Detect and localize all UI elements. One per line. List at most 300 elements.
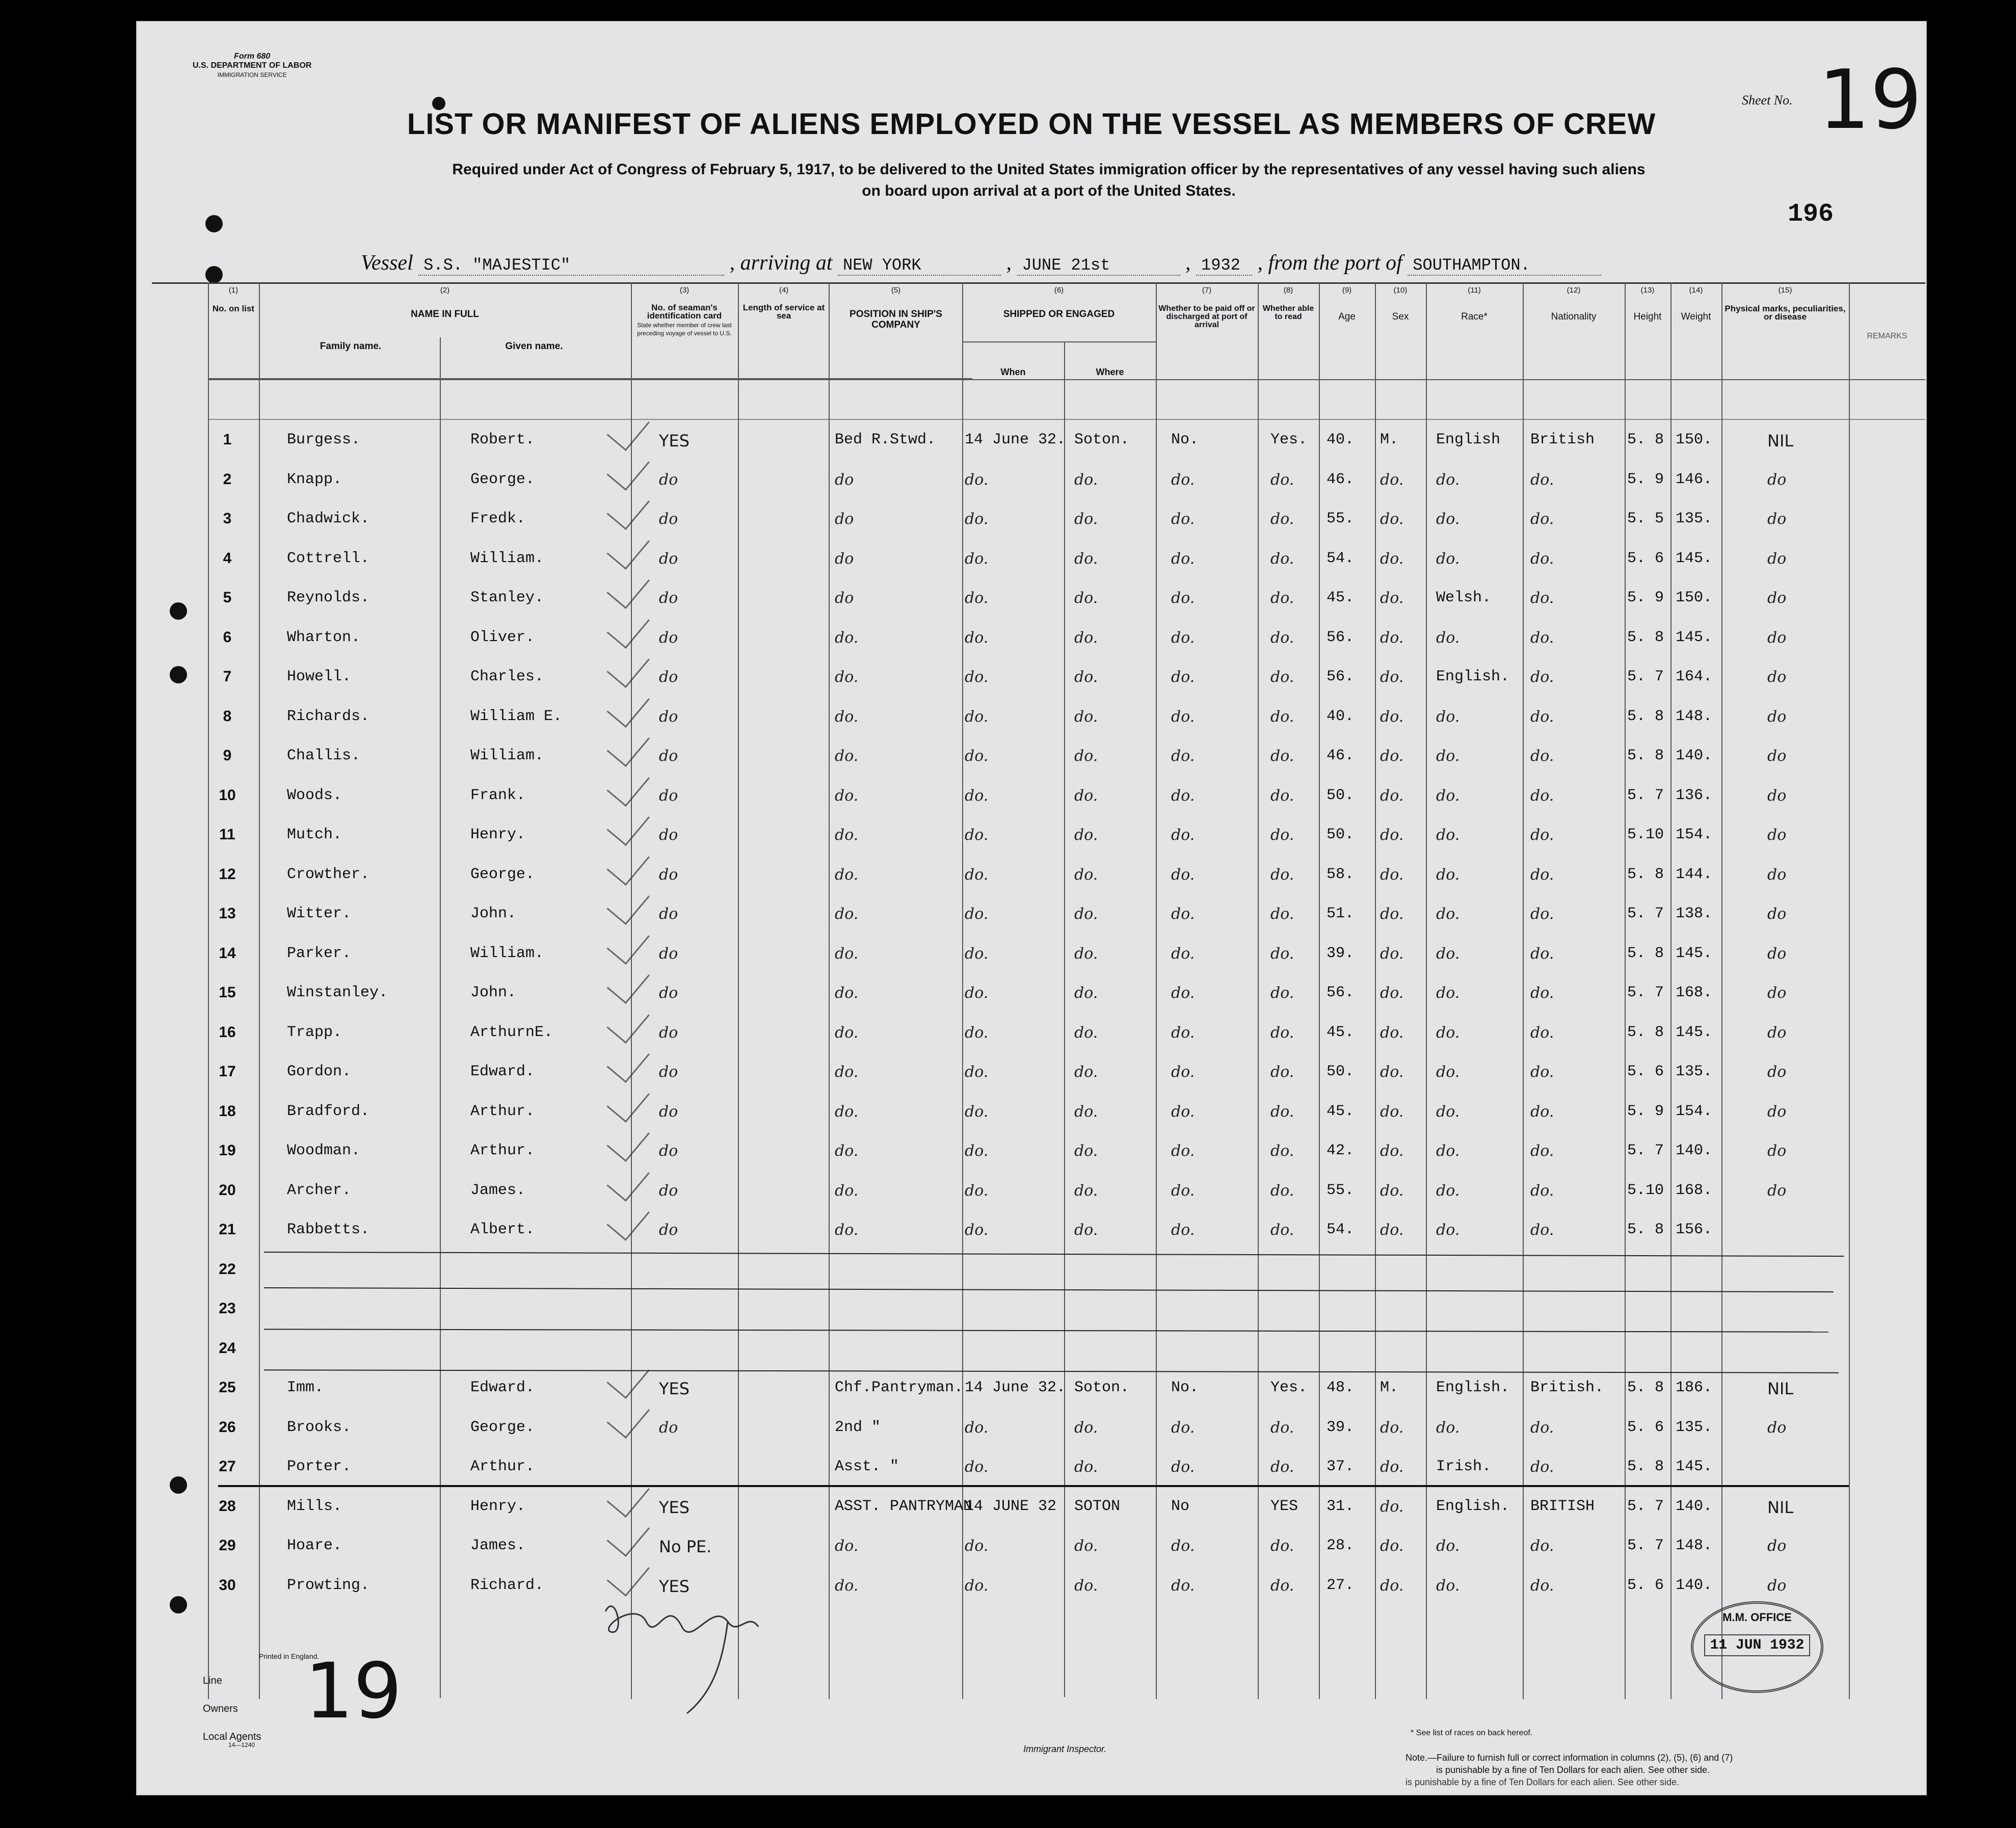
- cell-given: Robert.: [470, 431, 535, 448]
- cell-card: do: [659, 1063, 678, 1081]
- table-row: [137, 1175, 1926, 1214]
- cell-card: YES: [659, 1379, 690, 1398]
- sheet-label: Sheet No.: [1742, 93, 1793, 108]
- cell-card: do: [659, 1142, 678, 1160]
- table-row: [137, 1214, 1926, 1253]
- cell-weight: 148.: [1676, 1537, 1713, 1554]
- cell-weight: 145.: [1676, 1458, 1713, 1475]
- col-label: Whether to be paid off or discharged at port of arrival: [1158, 304, 1255, 329]
- cell-weight: 146.: [1676, 470, 1713, 488]
- cell-card: do: [659, 1221, 678, 1239]
- cell-position: do.: [835, 944, 859, 963]
- cell-age: 31.: [1327, 1497, 1355, 1515]
- cell-nat: do.: [1530, 470, 1554, 489]
- cell-sex: do.: [1380, 1537, 1404, 1555]
- cell-read: do.: [1270, 707, 1294, 726]
- cell-height: 5.10: [1627, 1181, 1664, 1199]
- cell-where: do.: [1074, 628, 1098, 647]
- cell-paid: do.: [1171, 1023, 1195, 1042]
- cell-nat: do.: [1530, 707, 1554, 726]
- cell-sex: do.: [1380, 707, 1404, 726]
- cell-card: YES: [659, 1576, 690, 1596]
- cell-position: do.: [835, 786, 859, 805]
- given-name-header: Given name.: [505, 341, 563, 352]
- cell-given: Henry.: [470, 826, 526, 843]
- table-row: [137, 1096, 1926, 1135]
- cell-race: do.: [1436, 1537, 1460, 1555]
- when-header: When: [1000, 367, 1026, 377]
- col-number: (14): [1689, 286, 1703, 295]
- cell-paid: do.: [1171, 865, 1195, 884]
- cell-paid: do.: [1171, 707, 1195, 726]
- cell-marks: NIL: [1767, 1379, 1794, 1398]
- cell-marks: do: [1767, 865, 1787, 884]
- vessel-name: S.S. "MAJESTIC": [418, 256, 724, 276]
- cell-no: 28: [219, 1497, 236, 1515]
- cell-race: English.: [1436, 1497, 1510, 1515]
- cell-paid: do.: [1171, 1063, 1195, 1081]
- cell-family: Winstanley.: [287, 984, 388, 1001]
- cell-sex: do.: [1380, 1023, 1404, 1042]
- printed-in: Printed in England.: [259, 1652, 320, 1660]
- cell-age: 42.: [1327, 1142, 1355, 1159]
- cell-paid: do.: [1171, 1142, 1195, 1160]
- cell-where: SOTON: [1074, 1497, 1121, 1515]
- cell-read: do.: [1270, 1102, 1294, 1121]
- cell-card: do: [659, 510, 678, 528]
- cell-race: Welsh.: [1436, 589, 1492, 606]
- arrival-year: 1932: [1196, 256, 1252, 276]
- cell-read: do.: [1270, 510, 1294, 528]
- table-row: [137, 424, 1926, 463]
- cell-where: do.: [1074, 944, 1098, 963]
- cell-weight: 145.: [1676, 549, 1713, 567]
- cell-nat: do.: [1530, 1537, 1554, 1555]
- table-row: [137, 1570, 1926, 1609]
- cell-race: do.: [1436, 944, 1460, 963]
- cell-weight: 135.: [1676, 510, 1713, 527]
- cell-family: Wharton.: [287, 628, 361, 646]
- cell-paid: do.: [1171, 1181, 1195, 1200]
- cell-paid: do.: [1171, 589, 1195, 607]
- table-row: [137, 938, 1926, 977]
- subtitle-line-1: Required under Act of Congress of February 5, 1917, to be delivered to the United States immigration officer by the representatives of any vessel having such aliens: [452, 161, 1646, 178]
- col-number: (11): [1468, 286, 1481, 295]
- cell-race: English: [1436, 431, 1501, 448]
- cell-given: Richard.: [470, 1576, 544, 1594]
- col-number: (15): [1778, 286, 1792, 295]
- cell-race: do.: [1436, 470, 1460, 489]
- cell-position: do.: [835, 628, 859, 647]
- cell-sex: do.: [1380, 1102, 1404, 1121]
- cell-race: do.: [1436, 905, 1460, 923]
- cell-where: do.: [1074, 1023, 1098, 1042]
- cell-marks: do: [1767, 944, 1787, 963]
- from-label: , from the port of: [1257, 251, 1402, 275]
- cell-position: do: [835, 510, 854, 528]
- cell-no: 16: [219, 1023, 236, 1041]
- cell-where: do.: [1074, 786, 1098, 805]
- cell-where: do.: [1074, 1063, 1098, 1081]
- cell-where: do.: [1074, 905, 1098, 923]
- cell-height: 5. 8: [1627, 628, 1664, 646]
- office-stamp: [1691, 1601, 1823, 1693]
- penalty-note-line-3: is punishable by a fine of Ten Dollars for each alien. See other side.: [1405, 1777, 1679, 1787]
- cell-family: Knapp.: [287, 470, 342, 488]
- cell-given: William.: [470, 944, 544, 962]
- cell-weight: 136.: [1676, 786, 1713, 804]
- cell-no: 13: [219, 905, 236, 922]
- cell-family: Mutch.: [287, 826, 342, 843]
- cell-age: 50.: [1327, 786, 1355, 804]
- cell-sex: do.: [1380, 1221, 1404, 1239]
- cell-paid: do.: [1171, 1537, 1195, 1555]
- cell-sex: do.: [1380, 510, 1404, 528]
- cell-when: do.: [965, 1142, 989, 1160]
- cell-card: do: [659, 786, 678, 805]
- cell-when: do.: [965, 1221, 989, 1239]
- cell-read: do.: [1270, 944, 1294, 963]
- cell-family: Reynolds.: [287, 589, 370, 606]
- cell-sex: do.: [1380, 1576, 1404, 1595]
- cell-family: Brooks.: [287, 1418, 352, 1436]
- cell-no: 3: [223, 510, 232, 527]
- cell-family: Crowther.: [287, 865, 370, 883]
- cell-nat: do.: [1530, 1221, 1554, 1239]
- arrival-date: JUNE 21st: [1017, 256, 1180, 276]
- cell-given: Edward.: [470, 1063, 535, 1080]
- cell-when: do.: [965, 1102, 989, 1121]
- cell-marks: NIL: [1767, 1497, 1794, 1517]
- cell-position: do.: [835, 865, 859, 884]
- table-row: [137, 582, 1926, 621]
- col-label: Height: [1633, 311, 1662, 322]
- cell-family: Porter.: [287, 1458, 352, 1475]
- table-row: [137, 622, 1926, 661]
- footer-line-label: Line: [203, 1675, 222, 1686]
- cell-family: Parker.: [287, 944, 352, 962]
- cell-position: do.: [835, 747, 859, 765]
- cell-when: do.: [965, 1181, 989, 1200]
- cell-height: 5. 6: [1627, 1063, 1664, 1080]
- cell-weight: 135.: [1676, 1063, 1713, 1080]
- cell-sex: do.: [1380, 470, 1404, 489]
- table-row: [137, 1135, 1926, 1174]
- cell-position: do.: [835, 984, 859, 1002]
- cell-height: 5. 9: [1627, 589, 1664, 606]
- cell-paid: No: [1171, 1497, 1190, 1515]
- table-row: [137, 1530, 1926, 1569]
- cell-when: do.: [965, 944, 989, 963]
- cell-age: 45.: [1327, 1102, 1355, 1120]
- cell-paid: No.: [1171, 431, 1199, 448]
- strike-line: [218, 1485, 1849, 1487]
- cell-read: do.: [1270, 470, 1294, 489]
- cell-read: do.: [1270, 1181, 1294, 1200]
- cell-when: do.: [965, 786, 989, 805]
- cell-race: do.: [1436, 1102, 1460, 1121]
- cell-position: do.: [835, 1221, 859, 1239]
- table-row: [137, 1254, 1926, 1293]
- cell-when: do.: [965, 628, 989, 647]
- cell-paid: do.: [1171, 1576, 1195, 1595]
- table-row: [137, 503, 1926, 542]
- col-label: Race*: [1461, 311, 1488, 322]
- col-number: (2): [440, 286, 450, 295]
- cell-card: do: [659, 826, 678, 844]
- cell-nat: do.: [1530, 786, 1554, 805]
- cell-weight: 150.: [1676, 431, 1713, 448]
- cell-no: 29: [219, 1537, 236, 1554]
- cell-age: 51.: [1327, 905, 1355, 922]
- cell-age: 56.: [1327, 984, 1355, 1001]
- cell-family: Rabbetts.: [287, 1221, 370, 1238]
- cell-family: Mills.: [287, 1497, 342, 1515]
- race-note: * See list of races on back hereof.: [1411, 1729, 1533, 1737]
- cell-where: do.: [1074, 826, 1098, 844]
- cell-card: do: [659, 470, 678, 489]
- cell-nat: do.: [1530, 1063, 1554, 1081]
- cell-where: do.: [1074, 668, 1098, 686]
- cell-position: 2nd ": [835, 1418, 881, 1436]
- check-mark-icon: [606, 407, 649, 451]
- cell-weight: 154.: [1676, 1102, 1713, 1120]
- cell-when: do.: [965, 470, 989, 489]
- cell-race: do.: [1436, 865, 1460, 884]
- cell-no: 18: [219, 1102, 236, 1120]
- cell-paid: do.: [1171, 668, 1195, 686]
- cell-no: 22: [219, 1260, 236, 1278]
- arriving-label: , arriving at: [729, 251, 833, 275]
- cell-read: do.: [1270, 1576, 1294, 1595]
- cell-when: do.: [965, 865, 989, 884]
- cell-when: do.: [965, 905, 989, 923]
- cell-race: English.: [1436, 1379, 1510, 1396]
- cell-no: 9: [223, 747, 232, 764]
- form-number: Form 680: [234, 52, 271, 61]
- cell-height: 5. 8: [1627, 707, 1664, 725]
- cell-height: 5. 8: [1627, 1023, 1664, 1041]
- cell-marks: do: [1767, 905, 1787, 923]
- sheet-number: 19: [1818, 52, 1922, 147]
- cell-sex: do.: [1380, 865, 1404, 884]
- cell-age: 50.: [1327, 1063, 1355, 1080]
- cell-nat: do.: [1530, 944, 1554, 963]
- cell-weight: 140.: [1676, 747, 1713, 764]
- cell-height: 5. 7: [1627, 905, 1664, 922]
- cell-where: do.: [1074, 1181, 1098, 1200]
- cell-race: do.: [1436, 707, 1460, 726]
- cell-family: Witter.: [287, 905, 352, 922]
- cell-where: do.: [1074, 1576, 1098, 1595]
- cell-position: do.: [835, 1023, 859, 1042]
- cell-height: 5. 9: [1627, 470, 1664, 488]
- cell-race: Irish.: [1436, 1458, 1492, 1475]
- cell-card: do: [659, 1023, 678, 1042]
- cell-no: 27: [219, 1458, 236, 1475]
- cell-height: 5. 6: [1627, 1418, 1664, 1436]
- cell-when: 14 JUNE 32: [965, 1497, 1057, 1515]
- cell-where: do.: [1074, 510, 1098, 528]
- cell-position: do: [835, 549, 854, 568]
- cell-no: 19: [219, 1142, 236, 1159]
- cell-age: 37.: [1327, 1458, 1355, 1475]
- cell-nat: do.: [1530, 1023, 1554, 1042]
- cell-where: Soton.: [1074, 431, 1130, 448]
- cell-age: 40.: [1327, 707, 1355, 725]
- cell-read: do.: [1270, 747, 1294, 765]
- cell-position: do.: [835, 1537, 859, 1555]
- cell-when: do.: [965, 1458, 989, 1476]
- cell-height: 5. 8: [1627, 747, 1664, 764]
- cell-position: ASST. PANTRYMAN: [835, 1497, 973, 1515]
- cell-given: William E.: [470, 707, 563, 725]
- cell-family: Imm.: [287, 1379, 324, 1396]
- cell-given: Charles.: [470, 668, 544, 685]
- cell-paid: do.: [1171, 470, 1195, 489]
- cell-marks: do: [1767, 510, 1787, 528]
- cell-nat: BRITISH: [1530, 1497, 1595, 1515]
- table-row: [137, 740, 1926, 779]
- cell-position: do.: [835, 707, 859, 726]
- cell-height: 5. 8: [1627, 944, 1664, 962]
- cell-no: 17: [219, 1063, 236, 1080]
- cell-card: YES: [659, 1497, 690, 1517]
- manifest-table-body: [137, 21, 1926, 1703]
- cell-marks: do: [1767, 786, 1787, 805]
- col-note: State whether member of crew last preceding voyage of vessel to U.S.: [637, 322, 732, 337]
- cell-when: do.: [965, 984, 989, 1002]
- footer-owners-label: Owners: [203, 1703, 238, 1714]
- col-label: Weight: [1681, 311, 1711, 322]
- from-port: SOUTHAMPTON.: [1408, 256, 1601, 276]
- cell-age: 48.: [1327, 1379, 1355, 1396]
- cell-card: do: [659, 589, 678, 607]
- cell-nat: do.: [1530, 1181, 1554, 1200]
- cell-weight: 164.: [1676, 668, 1713, 685]
- cell-age: 54.: [1327, 1221, 1355, 1238]
- handwritten-scribble: [595, 1591, 779, 1673]
- inspector-label: Immigrant Inspector.: [1023, 1744, 1107, 1754]
- cell-where: do.: [1074, 984, 1098, 1002]
- cell-race: do.: [1436, 786, 1460, 805]
- cell-given: James.: [470, 1537, 526, 1554]
- cell-when: 14 June 32.: [965, 431, 1066, 448]
- cell-paid: do.: [1171, 1221, 1195, 1239]
- table-row: [137, 1333, 1926, 1372]
- cell-no: 2: [223, 470, 232, 488]
- cell-paid: do.: [1171, 1458, 1195, 1476]
- table-row: [137, 1372, 1926, 1411]
- cell-read: Yes.: [1270, 1379, 1308, 1396]
- col-number: (10): [1393, 286, 1408, 295]
- cell-paid: do.: [1171, 826, 1195, 844]
- cell-when: do.: [965, 668, 989, 686]
- cell-when: do.: [965, 549, 989, 568]
- cell-position: do.: [835, 826, 859, 844]
- cell-given: John.: [470, 905, 517, 922]
- cell-no: 14: [219, 944, 236, 962]
- cell-read: do.: [1270, 668, 1294, 686]
- cell-paid: do.: [1171, 1102, 1195, 1121]
- cell-marks: do: [1767, 1023, 1787, 1042]
- cell-given: Arthur.: [470, 1142, 535, 1159]
- cell-family: Bradford.: [287, 1102, 370, 1120]
- table-row: [137, 780, 1926, 819]
- cell-sex: do.: [1380, 1418, 1404, 1437]
- cell-given: George.: [470, 1418, 535, 1436]
- col-number: (12): [1567, 286, 1581, 295]
- cell-position: Bed R.Stwd.: [835, 431, 936, 448]
- cell-position: do.: [835, 1102, 859, 1121]
- scribble-graphic: [595, 1591, 779, 1724]
- cell-height: 5. 7: [1627, 984, 1664, 1001]
- cell-age: 39.: [1327, 1418, 1355, 1436]
- cell-no: 24: [219, 1339, 236, 1357]
- cell-marks: do: [1767, 1576, 1787, 1595]
- cell-card: do: [659, 865, 678, 884]
- cell-where: do.: [1074, 1102, 1098, 1121]
- cell-family: Chadwick.: [287, 510, 370, 527]
- cell-weight: 150.: [1676, 589, 1713, 606]
- cell-race: do.: [1436, 549, 1460, 568]
- cell-nat: do.: [1530, 1458, 1554, 1476]
- cell-paid: do.: [1171, 510, 1195, 528]
- cell-sex: M.: [1380, 1379, 1399, 1396]
- cell-sex: do.: [1380, 668, 1404, 686]
- cell-family: Cottrell.: [287, 549, 370, 567]
- cell-weight: 145.: [1676, 628, 1713, 646]
- table-row: [137, 1412, 1926, 1451]
- cell-when: do.: [965, 589, 989, 607]
- cell-race: do.: [1436, 1181, 1460, 1200]
- col-label: Length of service at sea: [742, 303, 825, 321]
- cell-when: do.: [965, 510, 989, 528]
- cell-nat: do.: [1530, 984, 1554, 1002]
- cell-age: 45.: [1327, 1023, 1355, 1041]
- cell-height: 5. 5: [1627, 510, 1664, 527]
- cell-marks: do: [1767, 1537, 1787, 1555]
- cell-nat: do.: [1530, 549, 1554, 568]
- cell-age: 54.: [1327, 549, 1355, 567]
- cell-nat: do.: [1530, 1142, 1554, 1160]
- cell-family: Howell.: [287, 668, 352, 685]
- cell-weight: 140.: [1676, 1497, 1713, 1515]
- remarks-header: REMARKS: [1867, 332, 1907, 340]
- cell-position: do.: [835, 1181, 859, 1200]
- cell-height: 5.10: [1627, 826, 1664, 843]
- cell-position: do.: [835, 1142, 859, 1160]
- cell-where: do.: [1074, 1537, 1098, 1555]
- cell-no: 7: [223, 668, 232, 685]
- cell-when: do.: [965, 1576, 989, 1595]
- cell-family: Trapp.: [287, 1023, 342, 1041]
- cell-race: do.: [1436, 1023, 1460, 1042]
- page-title: LIST OR MANIFEST OF ALIENS EMPLOYED ON THE VESSEL AS MEMBERS OF CREW: [407, 108, 1656, 141]
- cell-weight: 140.: [1676, 1576, 1713, 1594]
- cell-card: do: [659, 549, 678, 568]
- cell-marks: do: [1767, 707, 1787, 726]
- cell-card: No PE.: [659, 1537, 712, 1556]
- cell-sex: do.: [1380, 747, 1404, 765]
- cell-given: George.: [470, 865, 535, 883]
- handwritten-number: 19: [305, 1647, 402, 1736]
- cell-nat: do.: [1530, 865, 1554, 884]
- cell-given: Henry.: [470, 1497, 526, 1515]
- cell-height: 5. 6: [1627, 1576, 1664, 1594]
- cell-sex: do.: [1380, 549, 1404, 568]
- cell-no: 12: [219, 865, 236, 883]
